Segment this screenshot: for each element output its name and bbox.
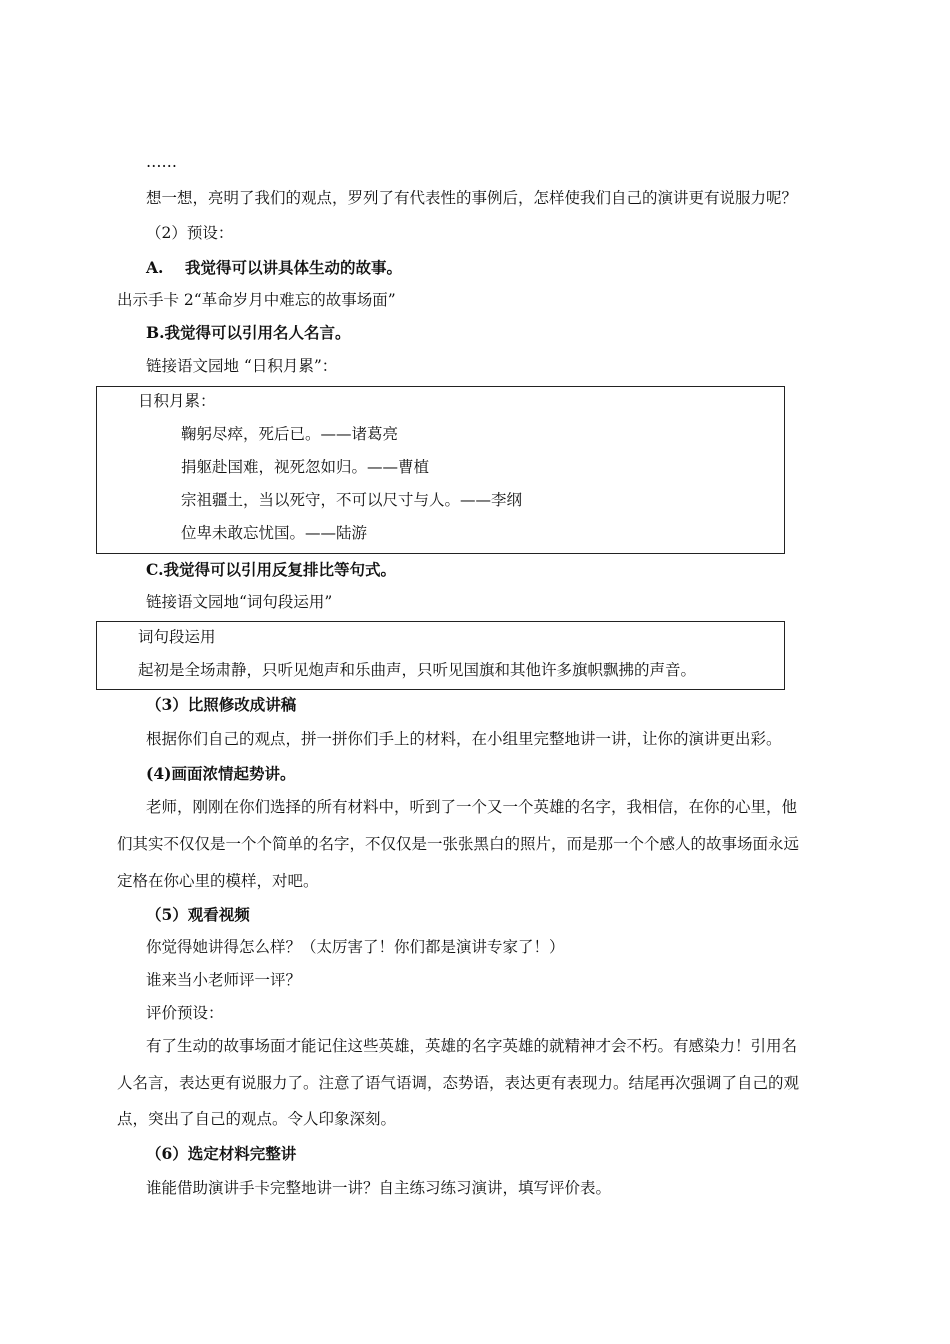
sentence-box-title: 词句段运用: [138, 628, 216, 646]
quote-line: 鞠躬尽瘁，死后已。——诸葛亮: [181, 425, 399, 443]
section-4-heading: (4)画面浓情起势讲。: [146, 764, 296, 783]
point-a-heading: A. 我觉得可以讲具体生动的故事。: [146, 258, 403, 277]
preset-label: （2）预设：: [146, 224, 234, 242]
section-4-line: 定格在你心里的模样，对吧。: [117, 872, 319, 890]
section-5-heading: （5）观看视频: [146, 905, 250, 924]
evaluation-line: 人名言，表达更有说服力了。注意了语气语调，态势语，表达更有表现力。结尾再次强调了自己的观: [117, 1074, 800, 1092]
section-6-text: 谁能借助演讲手卡完整地讲一讲？自主练习练习演讲，填写评价表。: [146, 1179, 612, 1197]
link-garden-sentence: 链接语文园地“词句段运用”: [146, 593, 333, 611]
section-4-line: 们其实不仅仅是一个个简单的名字，不仅仅是一张张黑白的照片，而是那一个个感人的故事场面永远: [117, 835, 800, 853]
point-c-heading: C.我觉得可以引用反复排比等句式。: [146, 560, 396, 579]
ellipsis-text: ……: [146, 153, 177, 171]
section-4-line: 老师，刚刚在你们选择的所有材料中，听到了一个又一个英雄的名字，我相信，在你的心里，他: [146, 798, 798, 816]
section-5-question: 你觉得她讲得怎么样？（太厉害了！你们都是演讲专家了！）: [146, 938, 565, 956]
section-3-heading: （3）比照修改成讲稿: [146, 695, 297, 714]
evaluation-label: 评价预设：: [146, 1004, 224, 1022]
show-card-text: 出示手卡 2“革命岁月中难忘的故事场面”: [117, 291, 396, 309]
quote-line: 位卑未敢忘忧国。——陆游: [181, 524, 368, 542]
section-6-heading: （6）选定材料完整讲: [146, 1144, 297, 1163]
point-b-heading: B.我觉得可以引用名人名言。: [146, 323, 351, 342]
evaluation-line: 点，突出了自己的观点。令人印象深刻。: [117, 1110, 397, 1128]
section-3-text: 根据你们自己的观点，拼一拼你们手上的材料，在小组里完整地讲一讲，让你的演讲更出彩。: [146, 730, 782, 748]
section-5-question: 谁来当小老师评一评？: [146, 971, 302, 989]
quote-line: 捐躯赴国难，视死忽如归。——曹植: [181, 458, 430, 476]
quote-line: 宗祖疆土，当以死守，不可以尺寸与人。——李纲: [181, 491, 523, 509]
sentence-box-text: 起初是全场肃静，只听见炮声和乐曲声，只听见国旗和其他许多旗帜飘拂的声音。: [138, 661, 697, 679]
quotes-box-title: 日积月累：: [138, 392, 216, 410]
evaluation-line: 有了生动的故事场面才能记住这些英雄，英雄的名字英雄的就精神才会不朽。有感染力！引用名: [146, 1037, 798, 1055]
think-question: 想一想，亮明了我们的观点，罗列了有代表性的事例后，怎样使我们自己的演讲更有说服力呢？: [146, 189, 798, 207]
link-garden-accumulation: 链接语文园地 “日积月累”：: [146, 357, 338, 375]
